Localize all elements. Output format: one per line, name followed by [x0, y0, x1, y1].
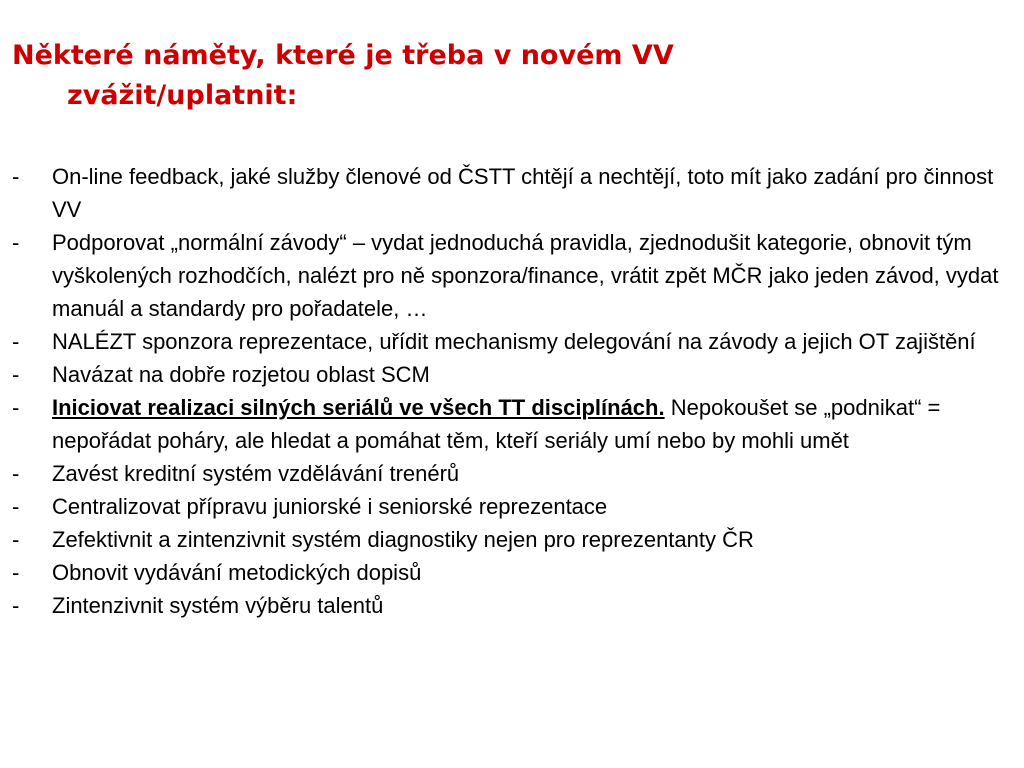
list-item-text: Obnovit vydávání metodických dopisů: [52, 560, 422, 585]
title-line-2: zvážit/uplatnit:: [67, 80, 298, 111]
list-item: [12, 358, 1017, 391]
list-item-text: Zintenzivnit systém výběru talentů: [52, 593, 384, 618]
bullet-dash: -: [12, 494, 20, 519]
list-item: [12, 556, 1017, 589]
list-item: [12, 226, 1017, 325]
list-item: [12, 589, 1017, 622]
bullet-dash: -: [12, 164, 20, 189]
list-item-text: Podporovat „normální závody“ – vydat jednoduchá pravidla, zjednodušit kategorie, obnovit tým vyškolených rozhodčích, nalézt pro ně sponzora/finance, vrátit zpět MČR jako jeden závod, vydat manuál a standardy pro pořadatele, …: [52, 230, 999, 321]
list-item: [12, 391, 1017, 457]
bullet-dash: -: [12, 560, 20, 585]
title-line-1: Některé náměty, které je třeba v novém VV: [12, 40, 674, 71]
list-item: [12, 457, 1017, 490]
list-item-text: On-line feedback, jaké služby členové od ČSTT chtějí a nechtějí, toto mít jako zadání pro činnost VV: [52, 164, 994, 222]
bullet-dash: -: [12, 395, 20, 420]
list-item-text: NALÉZT sponzora reprezentace, uřídit mechanismy delegování na závody a jejich OT zajištění: [52, 329, 976, 354]
bullet-dash: -: [12, 362, 20, 387]
list-item: [12, 325, 1017, 358]
bullet-dash: -: [12, 329, 20, 354]
list-item-text: Nepokoušet se „podnikat“ = nepořádat poháry, ale hledat a pomáhat těm, kteří seriály umí nebo by mohli umět: [52, 395, 941, 453]
list-item-text: Zavést kreditní systém vzdělávání trenérů: [52, 461, 460, 486]
list-item: [12, 523, 1017, 556]
list-item-emphasis: Iniciovat realizaci silných seriálů ve všech TT disciplínách.: [52, 395, 665, 420]
slide-title: [12, 36, 1002, 116]
bullet-dash: -: [12, 461, 20, 486]
bullet-list: [12, 160, 1017, 622]
bullet-dash: -: [12, 230, 20, 255]
list-item-text: Navázat na dobře rozjetou oblast SCM: [52, 362, 430, 387]
list-item: [12, 160, 1017, 226]
bullet-dash: -: [12, 593, 20, 618]
list-item-text: Zefektivnit a zintenzivnit systém diagnostiky nejen pro reprezentanty ČR: [52, 527, 754, 552]
list-item-text: Centralizovat přípravu juniorské i seniorské reprezentace: [52, 494, 608, 519]
bullet-dash: -: [12, 527, 20, 552]
list-item: [12, 490, 1017, 523]
